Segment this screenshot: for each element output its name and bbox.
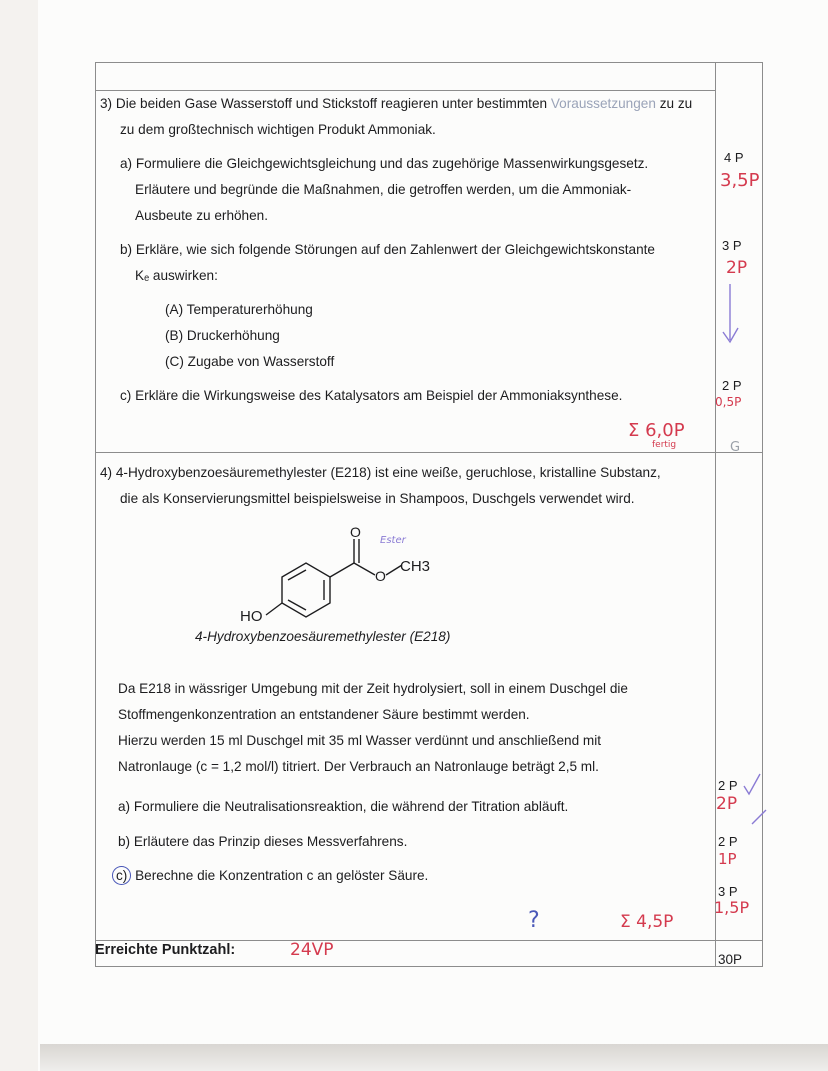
task3-intro-end: zu zu: [659, 96, 693, 111]
footer-divider: [95, 940, 763, 941]
task3a-line1: a) Formuliere die Gleichgewichtsgleichung und das zugehörige Massenwirkungsgesetz.: [120, 156, 649, 171]
task4c-circled-label: c): [112, 866, 131, 885]
task4-question-note: ?: [528, 908, 540, 933]
task3-intro-faded-word: Voraussetzungen: [550, 96, 656, 111]
task4-para2-line2: Natronlauge (c = 1,2 mol/l) titriert. Der Verbrauch an Natronlauge beträgt 2,5 ml.: [118, 759, 599, 774]
task4-sum-note: Σ 4,5P: [620, 912, 674, 932]
task3b-awarded: 2P: [726, 258, 748, 278]
task4b-awarded: 1P: [718, 850, 737, 868]
task4-para2-line1: Hierzu werden 15 ml Duschgel mit 35 ml Wasser verdünnt und anschließend mit: [118, 733, 602, 748]
task3-number: 3): [100, 96, 113, 111]
task3b-item-c: (C) Zugabe von Wasserstoff: [165, 354, 335, 369]
task3a-awarded: 3,5P: [720, 170, 760, 191]
task4b-points: 2 P: [718, 834, 738, 849]
task-divider: [95, 452, 763, 453]
task4c-text: Berechne die Konzentration c an gelöster Säure.: [135, 868, 429, 883]
e218-structure-formula: [230, 515, 490, 635]
task4-para1-line1: Da E218 in wässriger Umgebung mit der Zeit hydrolysiert, soll in einem Duschgel die: [118, 681, 628, 696]
ch3-label: CH3: [400, 558, 431, 575]
header-row-divider: [95, 90, 715, 91]
carbonyl-o-label: O: [350, 524, 361, 540]
task3b-item-b: (B) Druckerhöhung: [165, 328, 280, 343]
task3b-item-a: (A) Temperaturerhöhung: [165, 302, 313, 317]
task3a-line2: Erläutere und begründe die Maßnahmen, die getroffen werden, um die Ammoniak-: [135, 182, 632, 197]
task4c-points: 3 P: [718, 884, 738, 899]
task3a-points: 4 P: [724, 150, 744, 165]
task3-intro-line1: [100, 95, 692, 112]
footer-label: Erreichte Punktzahl:: [95, 942, 236, 958]
task3b-points: 3 P: [722, 238, 742, 253]
task4c-line: [112, 866, 428, 885]
task4b-line: b) Erläutere das Prinzip dieses Messverfahrens.: [118, 834, 408, 849]
checkmark-icon: [740, 772, 770, 832]
task3-sum-sub: fertig: [652, 440, 677, 450]
ho-label: HO: [240, 608, 263, 625]
task3a-line3: Ausbeute zu erhöhen.: [135, 208, 269, 223]
task4c-awarded: 1,5P: [714, 898, 750, 917]
task3c-line: c) Erkläre die Wirkungsweise des Katalysators am Beispiel der Ammoniaksynthese.: [120, 388, 623, 403]
task4a-points: 2 P: [718, 778, 738, 793]
points-column-divider: [715, 62, 716, 967]
ring-carbonyl-bond: [330, 563, 354, 577]
paper-bottom-edge: [40, 1044, 828, 1071]
task3-intro-text: Die beiden Gase Wasserstoff und Stickstoff reagieren unter bestimmten: [115, 96, 548, 111]
task4a-awarded: 2P: [716, 794, 738, 814]
task4-intro-line1: [100, 464, 661, 481]
task3-side-mark: G: [730, 440, 741, 455]
task4-intro-line2: die als Konservierungsmittel beispielsweise in Shampoos, Duschgels verwendet wird.: [120, 491, 635, 506]
footer-score: 24VP: [290, 940, 334, 960]
benzene-ring: [282, 563, 330, 617]
task3b-line2: Kₑ auswirken:: [135, 268, 218, 283]
task4-number: 4): [100, 465, 113, 480]
ester-o-label: O: [375, 568, 386, 584]
ester-hand-annotation: Ester: [380, 535, 406, 546]
task4-intro-text: 4-Hydroxybenzoesäuremethylester (E218) ist eine weiße, geruchlose, kristalline Substanz,: [115, 465, 661, 480]
structure-caption: 4-Hydroxybenzoesäuremethylester (E218): [195, 629, 451, 644]
arrow-down-mark: [720, 282, 744, 352]
task4-para1-line2: Stoffmengenkonzentration an entstandener Säure bestimmt werden.: [118, 707, 530, 722]
task3-intro-line2: zu dem großtechnisch wichtigen Produkt Ammoniak.: [120, 122, 436, 137]
hydroxy-bond: [266, 603, 282, 615]
task3-sum-note: Σ 6,0P: [628, 420, 685, 441]
ester-oxygen-bond: [354, 563, 375, 575]
task4a-line: a) Formuliere die Neutralisationsreaktion, die während der Titration abläuft.: [118, 799, 569, 814]
task3c-points: 2 P: [722, 378, 742, 393]
footer-total: 30P: [718, 952, 743, 967]
task3c-awarded: 0,5P: [715, 395, 742, 409]
task3b-line1: b) Erkläre, wie sich folgende Störungen auf den Zahlenwert der Gleichgewichtskonstante: [120, 242, 655, 257]
